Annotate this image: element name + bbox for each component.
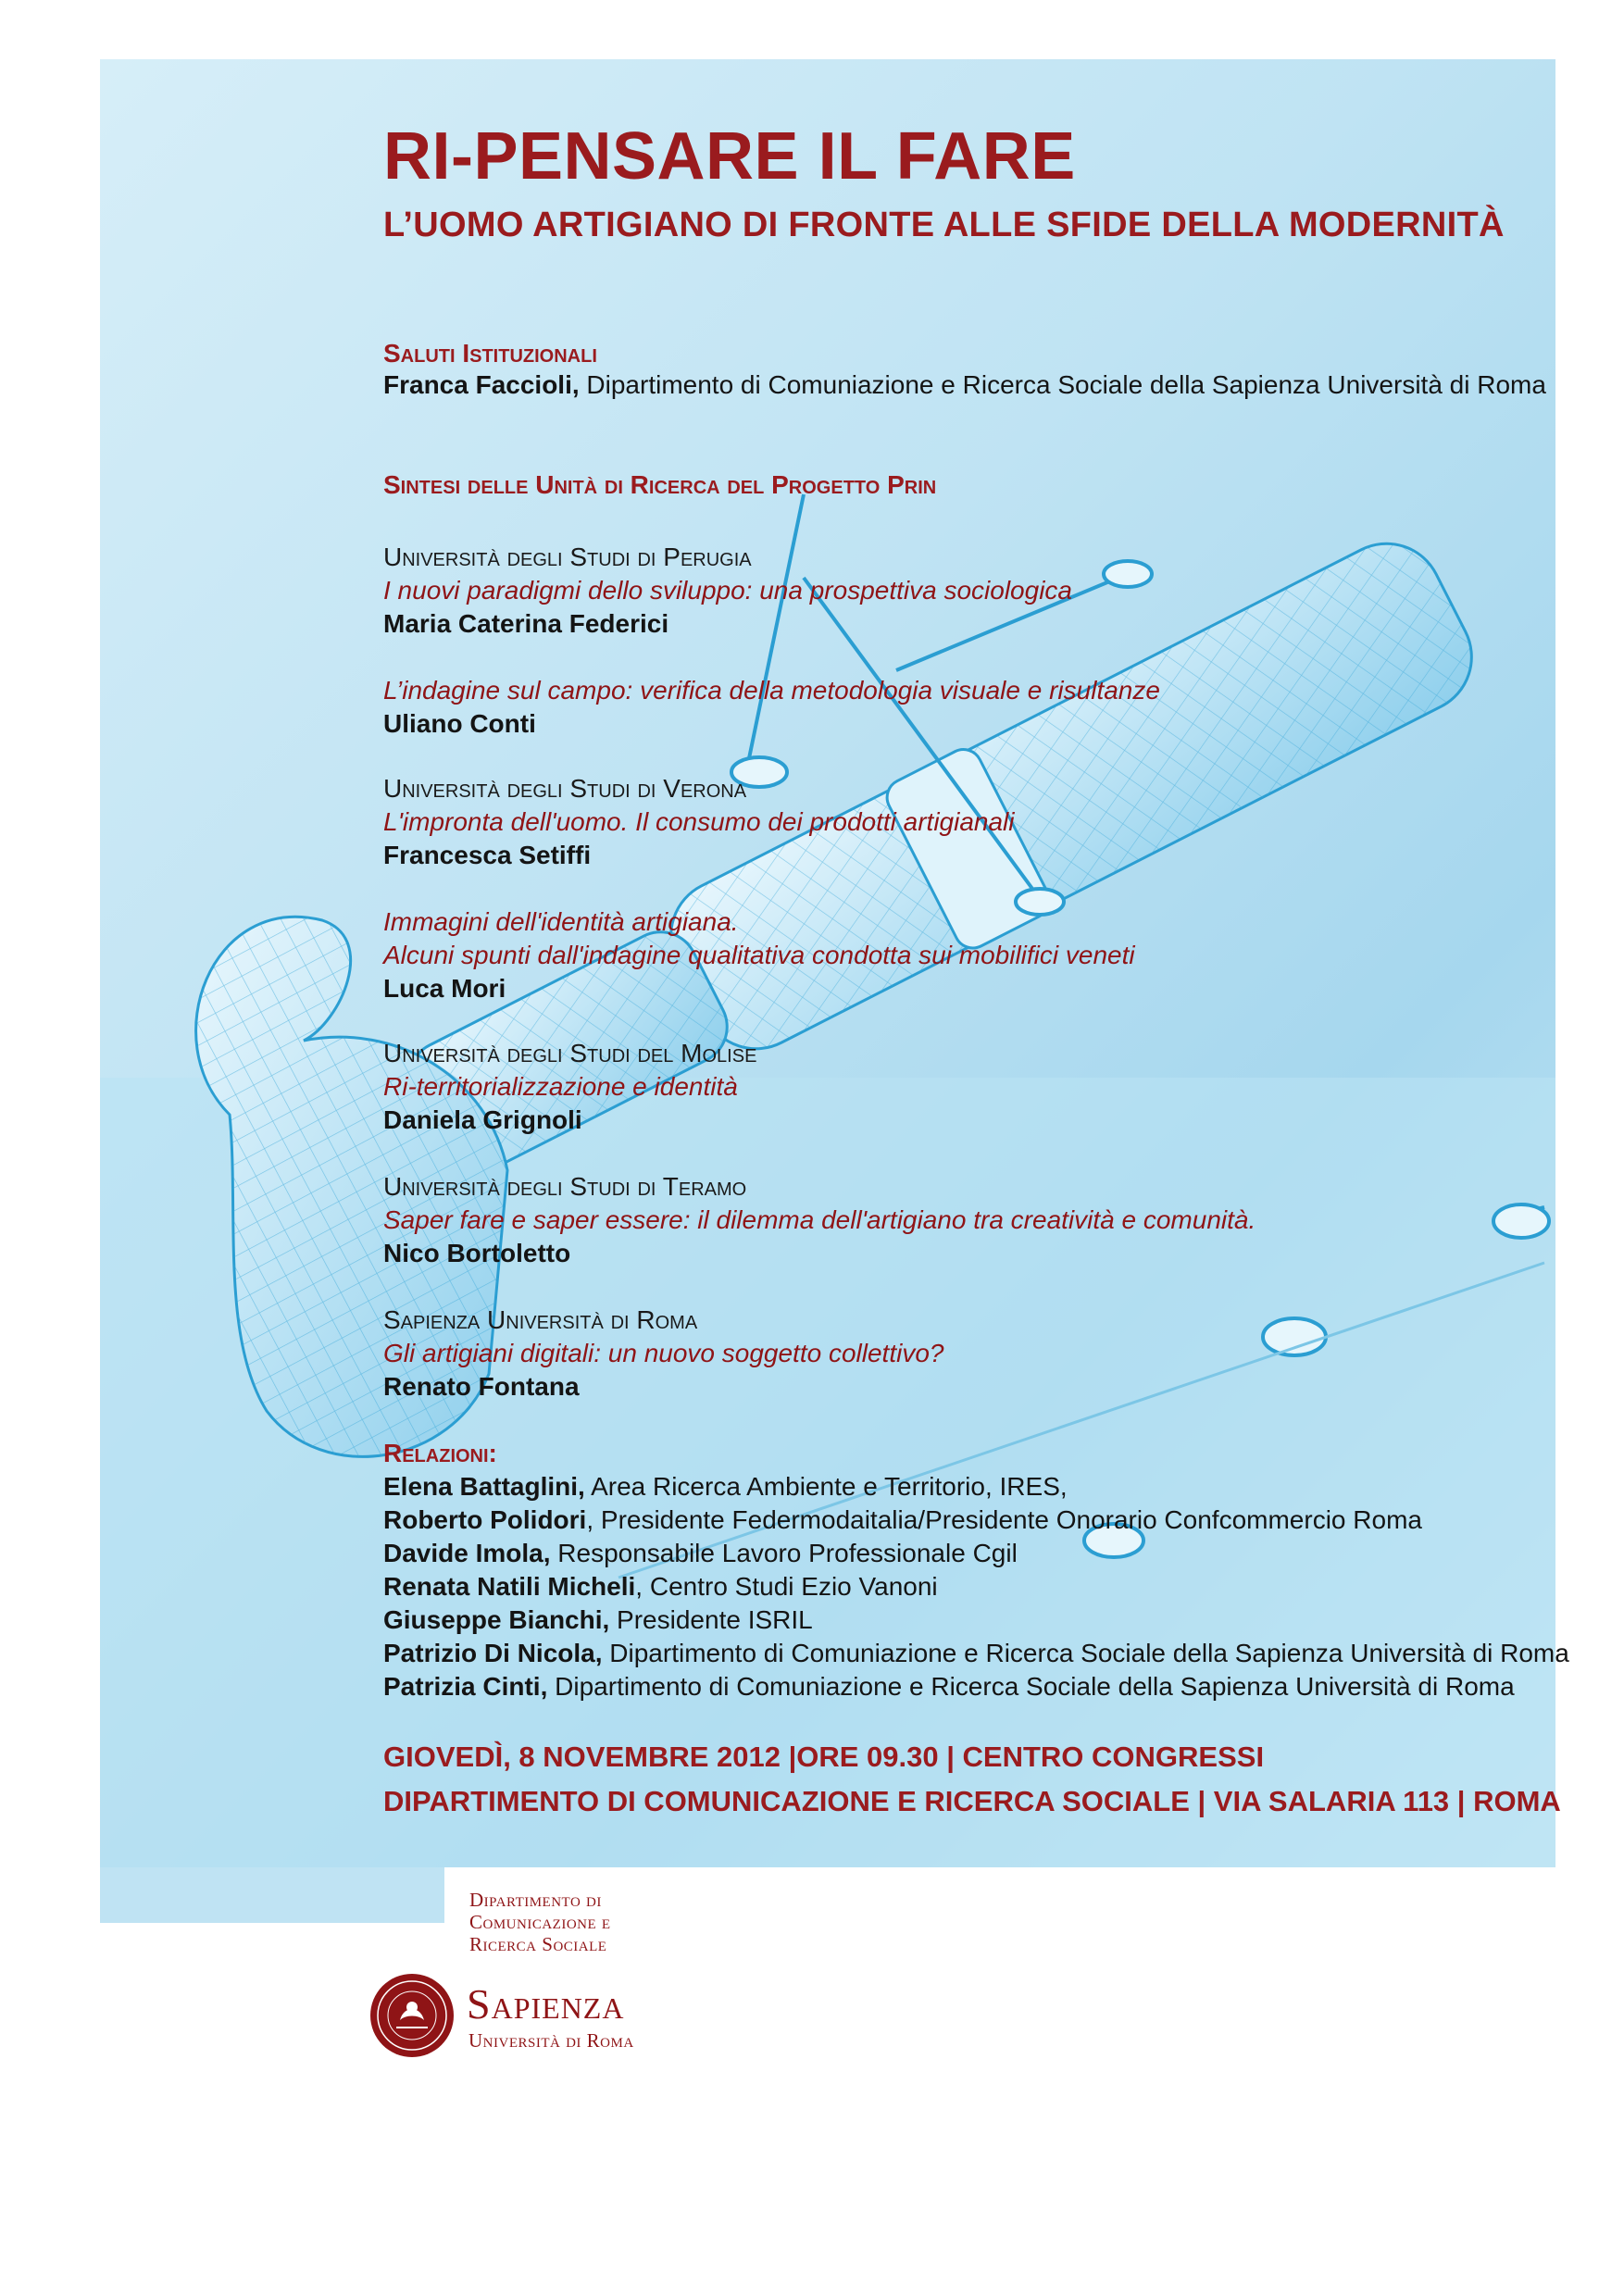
relatore-role: Area Ricerca Ambiente e Territorio, IRES, xyxy=(584,1472,1068,1501)
relatore-role: Presidente ISRIL xyxy=(609,1605,813,1634)
unit-university: Università degli Studi del Molise xyxy=(383,1039,757,1067)
relazione-item xyxy=(383,1504,1569,1537)
relatore-role: , Centro Studi Ezio Vanoni xyxy=(635,1572,938,1601)
unit-verona xyxy=(383,772,1135,1005)
saluti-heading: Saluti Istituzionali xyxy=(383,339,597,368)
unit-sapienza xyxy=(383,1304,943,1404)
unit-teramo xyxy=(383,1170,1255,1270)
page-subtitle: L’UOMO ARTIGIANO DI FRONTE ALLE SFIDE DELLA MODERNITÀ xyxy=(383,206,1505,244)
speaker-name: Francesca Setiffi xyxy=(383,841,592,869)
talk-title: Saper fare e saper essere: il dilemma dell'artigiano tra creatività e comunità. xyxy=(383,1205,1256,1234)
unit-university: Sapienza Università di Roma xyxy=(383,1305,698,1334)
relatore-name: Patrizia Cinti, xyxy=(383,1672,548,1701)
university-name: Sapienza xyxy=(467,1980,625,2028)
relatore-name: Roberto Polidori xyxy=(383,1505,587,1534)
relatore-name: Giuseppe Bianchi, xyxy=(383,1605,610,1634)
relazione-item xyxy=(383,1570,1569,1603)
department-line: Ricerca Sociale xyxy=(469,1933,607,1955)
event-location: DIPARTIMENTO DI COMUNICAZIONE E RICERCA SOCIALE | VIA SALARIA 113 | ROMA xyxy=(383,1785,1561,1817)
unit-university: Università degli Studi di Verona xyxy=(383,774,747,803)
saluti-name: Franca Faccioli, xyxy=(383,370,580,399)
sintesi-heading: Sintesi delle Unità di Ricerca del Progetto Prin xyxy=(383,470,937,499)
relazioni-heading: Relazioni: xyxy=(383,1439,497,1467)
relatore-name: Renata Natili Micheli xyxy=(383,1572,636,1601)
speaker-name: Daniela Grignoli xyxy=(383,1105,582,1134)
relatore-role: Responsabile Lavoro Professionale Cgil xyxy=(550,1539,1018,1567)
university-subtitle: Università di Roma xyxy=(468,2029,634,2052)
talk-title: I nuovi paradigmi dello sviluppo: una prospettiva sociologica xyxy=(383,576,1072,605)
saluti-section xyxy=(383,339,1546,402)
unit-molise xyxy=(383,1037,756,1137)
speaker-name: Maria Caterina Federici xyxy=(383,609,669,638)
relatore-name: Elena Battaglini, xyxy=(383,1472,585,1501)
talk-title-continued: Alcuni spunti dall'indagine qualitativa condotta sui mobilifici veneti xyxy=(383,941,1135,969)
unit-university: Università degli Studi di Teramo xyxy=(383,1172,747,1201)
department-logo xyxy=(469,1889,611,1955)
relatore-role: Dipartimento di Comuniazione e Ricerca Sociale della Sapienza Università di Roma xyxy=(602,1639,1569,1667)
page-title: RI-PENSARE IL FARE xyxy=(383,119,1076,193)
speaker-name: Luca Mori xyxy=(383,974,506,1003)
relazione-item xyxy=(383,1470,1569,1504)
sapienza-seal-icon xyxy=(369,1972,456,2059)
relazioni-section xyxy=(383,1437,1569,1703)
unit-perugia xyxy=(383,541,1160,741)
relatore-role: Dipartimento di Comuniazione e Ricerca Sociale della Sapienza Università di Roma xyxy=(547,1672,1515,1701)
relatore-role: , Presidente Federmodaitalia/Presidente Onorario Confcommercio Roma xyxy=(586,1505,1422,1534)
speaker-name: Uliano Conti xyxy=(383,709,536,738)
saluti-affiliation: Dipartimento di Comuniazione e Ricerca Sociale della Sapienza Università di Roma xyxy=(579,370,1546,399)
speaker-name: Nico Bortoletto xyxy=(383,1239,571,1267)
relazione-item xyxy=(383,1603,1569,1637)
talk-title: L'impronta dell'uomo. Il consumo dei prodotti artigianali xyxy=(383,807,1015,836)
talk-title: Ri-territorializzazione e identità xyxy=(383,1072,738,1101)
saluti-line xyxy=(383,368,1546,402)
unit-university: Università degli Studi di Perugia xyxy=(383,543,752,571)
talk-title: L’indagine sul campo: verifica della metodologia visuale e risultanze xyxy=(383,676,1160,705)
relatore-name: Davide Imola, xyxy=(383,1539,551,1567)
department-line: Dipartimento di xyxy=(469,1889,602,1911)
talk-title: Gli artigiani digitali: un nuovo soggetto collettivo? xyxy=(383,1339,944,1367)
panel-tab xyxy=(100,1867,444,1923)
relatore-name: Patrizio Di Nicola, xyxy=(383,1639,603,1667)
department-line: Comunicazione e xyxy=(469,1911,611,1933)
relazione-item xyxy=(383,1670,1569,1703)
speaker-name: Renato Fontana xyxy=(383,1372,580,1401)
event-date-time: GIOVEDÌ, 8 NOVEMBRE 2012 |ORE 09.30 | CENTRO CONGRESSI xyxy=(383,1741,1265,1773)
relazione-item xyxy=(383,1537,1569,1570)
talk-title: Immagini dell'identità artigiana. xyxy=(383,907,739,936)
relazione-item xyxy=(383,1637,1569,1670)
